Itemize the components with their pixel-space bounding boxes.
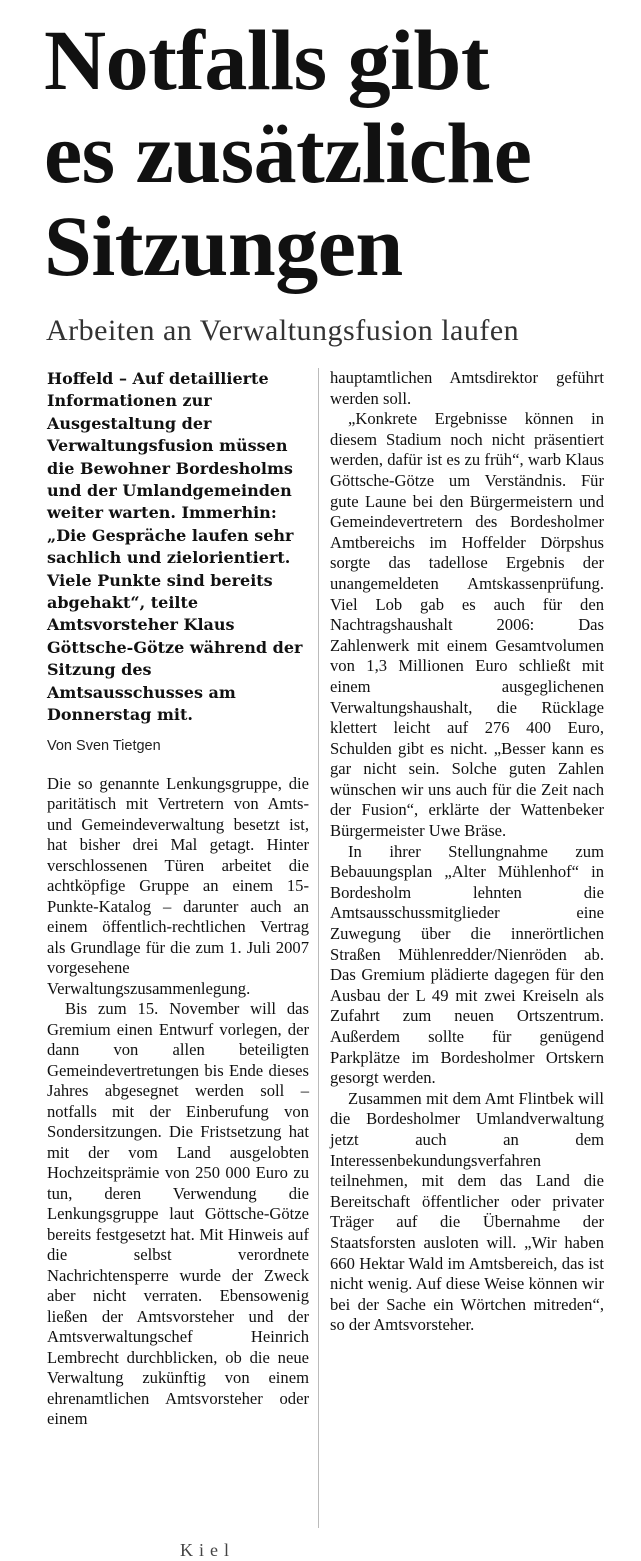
byline: Von Sven Tietgen (47, 737, 161, 754)
headline-line-3: Sitzungen (44, 198, 403, 294)
column-divider (318, 368, 319, 1528)
body-paragraph: Zusammen mit dem Amt Flintbek will die Bordesholmer Umlandverwaltung jetzt auch an dem Interessenbekundungsverfahren teilnehmen, mit dem das Land die Bereitschaft öffentlicher oder privater Träger auf die Übernahme der Staatsforsten ausloten will. „Wir haben 660 Hektar Wald im Amtsbereich, das ist nicht wenig. Auf diese Weise können wir bei der Sache ein Wörtchen mitreden“, so der Amtsvorsteher. (330, 1088, 604, 1335)
headline-line-2: es zusätzliche (44, 105, 532, 201)
body-paragraph: Die so genannte Lenkungsgruppe, die paritätisch mit Vertretern von Amts- und Gemeindeverwaltung besetzt ist, hat bisher drei Mal getagt. Hinter verschlossenen Türen arbeitet die achtköpfige Gruppe an einem 15-Punkte-Katalog – darunter auch an einem öffentlich-rechtlichen Vertrag als Grundlage für die zum 1. Juli 2007 vorgesehene Verwaltungszusammenlegung. (47, 773, 309, 998)
lead-paragraph: Hoffeld – Auf detaillierte Informationen zur Ausgestaltung der Verwaltungsfusion müssen die Bewohner Bordesholms und der Umlandgemeinden weiter warten. Immerhin: „Die Gespräche laufen sehr sachlich und zielorientiert. Viele Punkte sind bereits abgehakt“, teilte Amtsvorsteher Klaus Göttsche-Götze während der Sitzung des Amtsausschusses am Donnerstag mit. (47, 369, 303, 725)
right-column (330, 368, 604, 1336)
body-paragraph: In ihrer Stellungnahme zum Bebauungsplan „Alter Mühlenhof“ in Bordesholm lehnten die Amtsausschussmitglieder eine Zuwegung über die innerörtlichen Straßen Mühlenredder/Nienröden ab. Das Gremium plädierte dagegen für den Ausbau der L 49 mit zwei Kreiseln als Zufahrt zum neuen Ortszentrum. Außerdem sollte für genügend Parkplätze im Bordesholmer Ortskern gesorgt werden. (330, 841, 604, 1088)
left-column (47, 368, 309, 1430)
body-paragraph: hauptamtlichen Amtsdirektor geführt werden soll. (330, 368, 604, 408)
body-paragraph: Bis zum 15. November will das Gremium einen Entwurf vorlegen, der dann von allen beteiligten Gemeindevertretungen bis Ende dieses Jahres abgesegnet werden soll – notfalls mit der Einberufung von Sondersitzungen. Die Fristsetzung hat mit der vom Land ausgelobten Hochzeitsprämie von 250 000 Euro zu tun, deren Verwendung die Lenkungsgruppe laut Göttsche-Götze bereits festgesetzt hat. Mit Hinweis auf die selbst verordnete Nachrichtensperre wurde der Zweck aber nicht verraten. Ebensowenig ließen der Amtsvorsteher und der Amtsverwaltungschef Heinrich Lembrecht durchblicken, ob die neue Verwaltung zukünftig von einem ehrenamtlichen Amtsvorsteher oder einem (47, 999, 309, 1428)
cut-off-footer-text: Kiel (180, 1540, 235, 1560)
subheadline: Arbeiten an Verwaltungsfusion laufen (46, 314, 520, 347)
headline (44, 14, 634, 293)
headline-line-1: Notfalls gibt (44, 12, 489, 108)
body-paragraph: „Konkrete Ergebnisse können in diesem Stadium noch nicht präsentiert werden, dafür ist es zu früh“, warb Klaus Göttsche-Götze um Verständnis. Für gute Laune bei den Bürgermeistern und Gemeindevertretern des Bordesholmer Amtbereichs im Hoffelder Dörpshus sorgte das tadellose Ergebnis der unangemeldeten Amtskassenprüfung. Viel Lob gab es auch für den Nachtragshaushalt 2006: Das Zahlenwerk mit einem Gesamtvolumen von 1,3 Millionen Euro schließt mit einem ausgeglichenen Verwaltungshaushalt, die Rücklage klettert leicht auf 276 400 Euro, Schulden gibt es nicht. „Besser kann es gar nicht sein. Solche guten Zahlen wünschen wir uns auch für die Zeit nach der Fusion“, erklärte der Wattenbeker Bürgermeister Uwe Bräse. (330, 409, 604, 841)
